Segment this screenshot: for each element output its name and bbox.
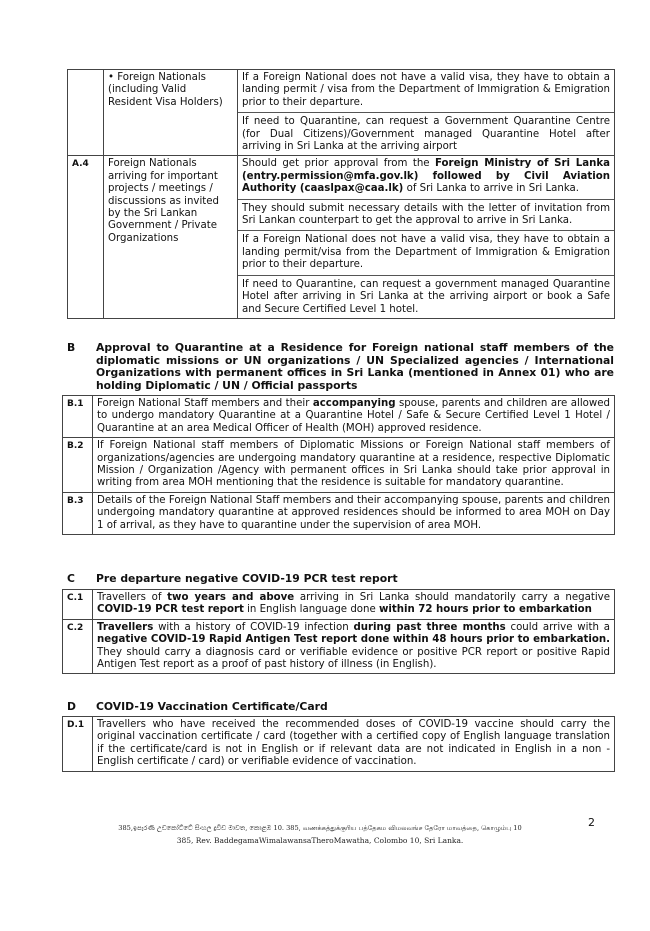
details-cell: Travellers who have received the recommended doses of COVID-19 vaccine should carry the original vaccination certificate / card (together with a certified copy of English language translation if the certificate/card is not in English or if relevant data are not indicated in English in a non - English certificate / card) or verifiable evidence of vaccination.	[93, 717, 615, 772]
category-text: Foreign Nationals arriving for important projects / meetings / discussions as invited by the Sri Lankan Government / Private Organizations	[108, 158, 220, 244]
table-row	[63, 396, 615, 438]
text-span: Travellers of	[97, 592, 168, 603]
row-id-cell	[63, 590, 93, 620]
row-id: B.2	[67, 441, 84, 452]
bold-text: within 72 hours prior to embarkation	[378, 604, 592, 616]
section-title: Pre departure negative COVID-19 PCR test report	[96, 572, 398, 585]
details-cell	[238, 156, 615, 318]
row-id: D.1	[67, 720, 85, 730]
row-id: B.1	[67, 399, 84, 409]
detail-paragraph	[242, 158, 610, 195]
footer-address-english: 385, Rev. BaddegamaWimalawansaTheroMawatha, Colombo 10, Sri Lanka.	[176, 836, 464, 845]
row-id-cell	[63, 717, 93, 772]
text-span: arriving in Sri Lanka should mandatorily carry a negative	[294, 592, 610, 603]
table-row	[63, 619, 615, 674]
section-letter: D	[67, 700, 76, 713]
category-text: • Foreign Nationals (including Valid Resident Visa Holders)	[108, 72, 223, 108]
table-row	[68, 70, 615, 156]
text-span: could arrive with a	[505, 621, 610, 633]
text-span: Should get prior approval from the	[242, 158, 436, 170]
footer-address-local: 385,ඉපැරණි උඩකෝට්ටේ සිංහල ද්‍රවිඩ මාවත, කොළඹ 10. 385, வணக்கத்துக்குரிய பத்தேகம விமலவங்ச தேரோ மாவத்தை, கொழும்பு 10	[118, 824, 522, 832]
page-number: 2	[588, 816, 595, 829]
detail-paragraph: If need to Quarantine, can request a Government Quarantine Centre (for Dual Citizens)/Government managed Quarantine Hotel after arriving in Sri Lanka at the arriving airport	[238, 112, 614, 153]
row-id: B.3	[67, 495, 84, 506]
bold-text: two years and above	[167, 592, 295, 603]
row-id-cell	[63, 492, 93, 534]
section-title: COVID-19 Vaccination Certificate/Card	[96, 700, 328, 713]
details-cell: Details of the Foreign National Staff members and their accompanying spouse, parents and children undergoing mandatory quarantine at approved residences should be informed to area MOH on Day 1 of arrival, as they have to quarantine under the supervision of area MOH.	[93, 492, 615, 534]
section-c-heading	[67, 573, 614, 586]
row-id-cell	[68, 70, 104, 156]
table-a	[67, 69, 615, 319]
table-row	[63, 590, 615, 620]
section-title: Approval to Quarantine at a Residence for Foreign national staff members of the diplomatic missions or UN organizations / UN Specialized agencies / International Organizations with permanent offices in Sri Lanka (mentioned in Annex 01) who are holding Diplomatic / UN / Official passports	[96, 341, 614, 392]
section-d-heading	[67, 701, 614, 714]
section-b-heading	[67, 342, 614, 392]
bold-text: Travellers	[97, 621, 154, 633]
bold-text: during past three months	[353, 621, 506, 633]
details-cell	[238, 70, 615, 156]
text-span: in English language done	[243, 604, 379, 616]
text-span: spouse, parents and children are allowed to undergo mandatory Quarantine at a Quarantine Hotel / Safe & Secure Certified Level 1 Hotel / Quarantine at an area Medical Officer of Health (MOH) approved residence.	[97, 398, 610, 434]
table-b	[62, 395, 615, 535]
table-c	[62, 589, 615, 674]
text-span: of Sri Lanka to arrive in Sri Lanka.	[403, 183, 580, 195]
details-cell: If Foreign National staff members of Diplomatic Missions or Foreign National staff members of organizations/agencies are undergoing mandatory quarantine at a residence, respective Diplomatic Mission / Organization /Agency with permanent offices in Sri Lanka should take prior approval in writing from area MOH mentioning that the residence is suitable for mandatory quarantine.	[93, 438, 615, 493]
detail-paragraph: They should submit necessary details with the letter of invitation from Sri Lankan counterpart to get the approval to arrive in Sri Lanka.	[238, 199, 614, 228]
table-row	[68, 156, 615, 318]
bold-text: Foreign Ministry of Sri Lanka (entry.permission@mfa.gov.lk) followed by Civil Aviation Authority (caaslpax@caa.lk)	[242, 158, 610, 195]
details-cell	[93, 619, 615, 674]
row-id-cell	[63, 396, 93, 438]
row-id: A.4	[72, 159, 89, 170]
text-span: Foreign National Staff members and their	[97, 398, 313, 409]
row-id: C.1	[67, 593, 84, 603]
details-cell	[93, 396, 615, 438]
text-span: with a history of COVID-19 infection	[153, 621, 354, 633]
details-cell	[93, 590, 615, 620]
row-id-cell	[63, 438, 93, 493]
text-span: They should carry a diagnosis card or verifiable evidence or positive PCR report or positive Rapid Antigen Test report as a proof of past history of illness (in English).	[97, 646, 610, 671]
table-d	[62, 716, 615, 772]
section-letter: B	[67, 341, 76, 354]
category-cell	[104, 156, 238, 318]
table-row	[63, 717, 615, 772]
row-id: C.2	[67, 622, 84, 633]
category-cell	[104, 70, 238, 156]
detail-paragraph: If a Foreign National does not have a valid visa, they have to obtain a landing permit/visa from the Department of Immigration & Emigration prior to their departure.	[238, 230, 614, 271]
table-row	[63, 438, 615, 493]
row-id-cell	[63, 619, 93, 674]
detail-paragraph: If need to Quarantine, can request a government managed Quarantine Hotel after arriving in Sri Lanka at the arriving airport or book a Safe and Secure Certified Level 1 hotel.	[238, 275, 614, 316]
detail-paragraph: If a Foreign National does not have a valid visa, they have to obtain a landing permit / visa from the Department of Immigration & Emigration prior to their departure.	[242, 72, 610, 108]
section-letter: C	[67, 572, 75, 585]
row-id-cell	[68, 156, 104, 318]
bold-text: negative COVID-19 Rapid Antigen Test report done within 48 hours prior to embarkation.	[97, 634, 610, 646]
table-row	[63, 492, 615, 534]
bold-text: accompanying	[312, 398, 396, 409]
bold-text: COVID-19 PCR test report	[97, 604, 244, 616]
